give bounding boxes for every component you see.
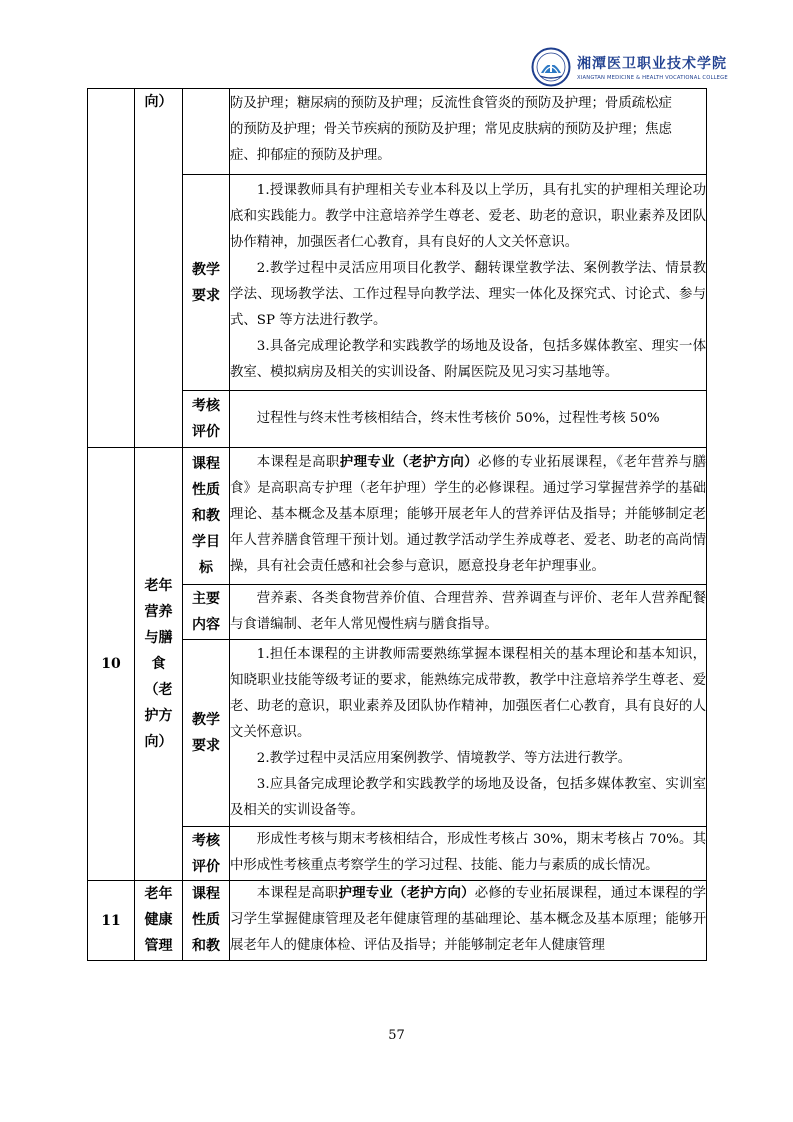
content-cell bbox=[230, 89, 707, 175]
course-nature-label: 课程性质和教学目标 bbox=[183, 448, 230, 585]
course-name: 老年营养与膳食（老护方向） bbox=[144, 578, 173, 750]
course-name: 老年健康管理 bbox=[144, 886, 173, 954]
logo-english-name: XIANGTAN MEDICINE & HEALTH VOCATIONAL COLLEGE bbox=[577, 75, 728, 81]
requirement-item: 1.授课教师具有护理相关专业本科及以上学历，具有扎实的护理相关理论功底和实践能力。教学中注意培养学生尊老、爱老、助老的意识，职业素养及团队协作精神，加强医者仁心教育，具有良好的人文关怀意识。 bbox=[230, 183, 706, 250]
requirement-item: 1.担任本课程的主讲教师需要熟练掌握本课程相关的基本理论和基本知识，知晓职业技能等级考证的要求，能熟练完成带教，教学中注意培养学生尊老、爱老、助老的意识，职业素养及团队协作精神，加强医者仁心教育，具有良好的人文关怀意识。 bbox=[230, 647, 706, 740]
requirement-item: 3.应具备完成理论教学和实践教学的场地及设备，包括多媒体教室、实训室及相关的实训设备等。 bbox=[230, 777, 706, 818]
logo-chinese-name: 湘潭医卫职业技术学院 bbox=[577, 56, 727, 72]
course-nature-label: 课程性质和教 bbox=[183, 881, 230, 961]
requirement-item: 2.教学过程中灵活应用项目化教学、翻转课堂教学法、案例教学法、情景教学法、现场教学法、工作过程导向教学法、理实一体化及探究式、讨论式、参与式、SP 等方法进行教学。 bbox=[230, 261, 706, 328]
requirement-item: 3.具备完成理论教学和实践教学的场地及设备，包括多媒体教室、理实一体教室、模拟病房及相关的实训设备、附属医院及见习实习基地等。 bbox=[230, 339, 706, 380]
college-logo bbox=[531, 46, 751, 88]
highlight-text: 护理专业（老护方向） bbox=[339, 455, 479, 470]
curriculum-table bbox=[87, 88, 707, 961]
course-nature-content: 本课程是高职护理专业（老护方向）必修的专业拓展课程，《老年营养与膳食》是高职高专护理（老年护理）学生的必修课程。通过学习掌握营养学的基础理论、基本概念及基本原理；能够开展老年人的营养评估及指导；并能够制定老年人营养膳食管理干预计划。通过教学活动学生养成尊老、爱老、助老的高尚情操，具有社会责任感和社会参与意识，愿意投身老年护理事业。 bbox=[230, 448, 707, 585]
label-cell bbox=[183, 89, 230, 175]
row-number: 11 bbox=[88, 881, 135, 961]
college-emblem-icon bbox=[531, 47, 571, 87]
course-name-cell bbox=[135, 881, 183, 961]
content-line: 防及护理；糖尿病的预防及护理；反流性食管炎的预防及护理；骨质疏松症 bbox=[230, 96, 672, 111]
teaching-requirements-content bbox=[230, 175, 707, 391]
assessment-content: 形成性考核与期末考核相结合，形成性考核占 30%，期末考核占 70%。其中形成性考核重点考察学生的学习过程、技能、能力与素质的成长情况。 bbox=[230, 827, 707, 881]
teaching-requirements-content bbox=[230, 640, 707, 827]
content-line: 的预防及护理；骨关节疾病的预防及护理；常见皮肤病的预防及护理；焦虑 bbox=[230, 122, 672, 137]
table-row bbox=[88, 89, 707, 175]
row-number-cell bbox=[88, 89, 135, 448]
assessment-label: 考核评价 bbox=[183, 827, 230, 881]
assessment-label: 考核评价 bbox=[183, 391, 230, 448]
course-name-cell bbox=[135, 89, 183, 448]
main-content: 营养素、各类食物营养价值、合理营养、营养调查与评价、老年人营养配餐与食谱编制、老年人常见慢性病与膳食指导。 bbox=[230, 585, 707, 640]
assessment-content: 过程性与终末性考核相结合，终末性考核价 50%，过程性考核 50% bbox=[230, 391, 707, 448]
page-number: 57 bbox=[388, 1028, 405, 1043]
row-number: 10 bbox=[88, 448, 135, 881]
table-row bbox=[88, 881, 707, 961]
course-name-cell bbox=[135, 448, 183, 881]
main-content-label: 主要内容 bbox=[183, 585, 230, 640]
content-line: 症、抑郁症的预防及护理。 bbox=[230, 148, 391, 163]
course-name: 向） bbox=[144, 94, 173, 110]
table-row bbox=[88, 448, 707, 585]
teaching-requirements-label: 教学要求 bbox=[183, 640, 230, 827]
course-nature-content: 本课程是高职护理专业（老护方向）必修的专业拓展课程，通过本课程的学习学生掌握健康管理及老年健康管理的基础理论、基本概念及基本原理；能够开展老年人的健康体检、评估及指导；并能够制定老年人健康管理 bbox=[230, 881, 707, 961]
requirement-item: 2.教学过程中灵活应用案例教学、情境教学、等方法进行教学。 bbox=[256, 751, 632, 766]
highlight-text: 护理专业（老护方向） bbox=[338, 886, 475, 901]
teaching-requirements-label: 教学要求 bbox=[183, 175, 230, 391]
